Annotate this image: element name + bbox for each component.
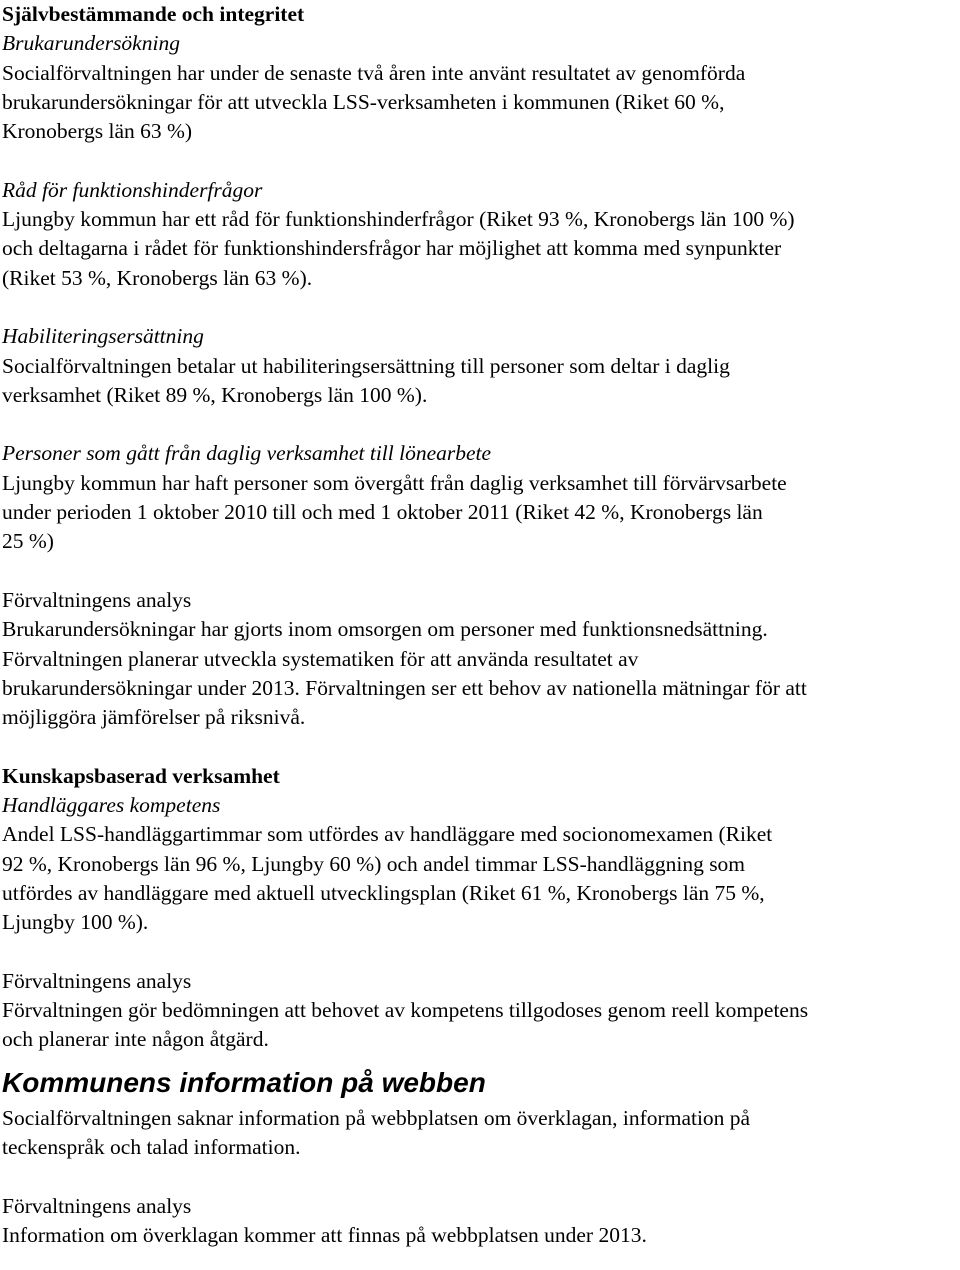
paragraph-kompetens: [2, 820, 958, 937]
text-line: Ljungby kommun har ett råd för funktionshinderfrågor (Riket 93 %, Kronobergs län 100 %): [2, 207, 795, 232]
text-line: Förvaltningen gör bedömningen att behovet av kompetens tillgodoses genom reell kompetens: [2, 998, 809, 1023]
paragraph-webben: [2, 1104, 958, 1163]
text-line: Ljungby kommun har haft personer som övergått från daglig verksamhet till förvärvsarbete: [2, 470, 787, 495]
spacer: [2, 410, 958, 439]
spacer: [2, 732, 958, 761]
paragraph-rad: [2, 205, 958, 293]
text-line: Brukarundersökningar har gjorts inom omsorgen om personer med funktionsnedsättning.: [2, 617, 768, 642]
text-line: Andel LSS-handläggartimmar som utfördes av handläggare med socionomexamen (Riket: [2, 822, 773, 847]
paragraph-lonearbete: [2, 469, 958, 557]
spacer: [2, 293, 958, 322]
subheading-rad: Råd för funktionshinderfrågor: [2, 177, 263, 202]
paragraph-analys-2: [2, 996, 958, 1055]
text-line: brukarundersökningar under 2013. Förvaltningen ser ett behov av nationella mätningar för att: [2, 675, 807, 700]
spacer: [2, 557, 958, 586]
text-line: Förvaltningen planerar utveckla systematiken för att använda resultatet av: [2, 646, 639, 671]
document-page: [2, 0, 958, 1250]
text-line: och planerar inte någon åtgärd.: [2, 1027, 269, 1052]
text-line: och deltagarna i rådet för funktionshindersfrågor har möjlighet att komma med synpunkter: [2, 236, 782, 261]
spacer: [2, 938, 958, 967]
subheading-analys-2: Förvaltningens analys: [2, 968, 192, 993]
section-heading-integritet: Självbestämmande och integritet: [2, 2, 305, 26]
text-line: (Riket 53 %, Kronobergs län 63 %).: [2, 265, 313, 290]
text-line: Information om överklagan kommer att finnas på webbplatsen under 2013.: [2, 1222, 647, 1247]
text-line: Kronobergs län 63 %): [2, 119, 193, 144]
text-line: 25 %): [2, 529, 54, 554]
paragraph-analys-1: [2, 615, 958, 732]
text-line: Ljungby 100 %).: [2, 910, 149, 935]
subheading-brukarundersokning: Brukarundersökning: [2, 31, 180, 56]
paragraph-habilitering: [2, 352, 958, 411]
text-line: utfördes av handläggare med aktuell utvecklingsplan (Riket 61 %, Kronobergs län 75 %,: [2, 880, 765, 905]
text-line: möjliggöra jämförelser på riksnivå.: [2, 705, 306, 730]
text-line: Socialförvaltningen har under de senaste två åren inte använt resultatet av genomförda: [2, 60, 746, 85]
text-line: 92 %, Kronobergs län 96 %, Ljungby 60 %) och andel timmar LSS-handläggning som: [2, 851, 746, 876]
section-heading-webben: Kommunens information på webben: [2, 1066, 486, 1098]
section-heading-kunskap: Kunskapsbaserad verksamhet: [2, 763, 280, 788]
subheading-lonearbete: Personer som gått från daglig verksamhet till lönearbete: [2, 441, 492, 466]
text-line: Socialförvaltningen betalar ut habiliteringsersättning till personer som deltar i daglig: [2, 353, 730, 378]
text-line: brukarundersökningar för att utveckla LSS-verksamheten i kommunen (Riket 60 %,: [2, 89, 725, 114]
paragraph-brukarundersokning: [2, 59, 958, 147]
text-line: Socialförvaltningen saknar information på webbplatsen om överklagan, information på: [2, 1105, 751, 1130]
spacer: [2, 1162, 958, 1191]
subheading-habilitering: Habiliteringsersättning: [2, 324, 204, 349]
subheading-analys-1: Förvaltningens analys: [2, 587, 192, 612]
text-line: under perioden 1 oktober 2010 till och med 1 oktober 2011 (Riket 42 %, Kronobergs län: [2, 500, 763, 525]
subheading-analys-3: Förvaltningens analys: [2, 1193, 192, 1218]
subheading-kompetens: Handläggares kompetens: [2, 793, 221, 818]
spacer: [2, 146, 958, 175]
text-line: verksamhet (Riket 89 %, Kronobergs län 100 %).: [2, 382, 428, 407]
paragraph-analys-3: [2, 1221, 958, 1250]
text-line: teckenspråk och talad information.: [2, 1134, 301, 1159]
